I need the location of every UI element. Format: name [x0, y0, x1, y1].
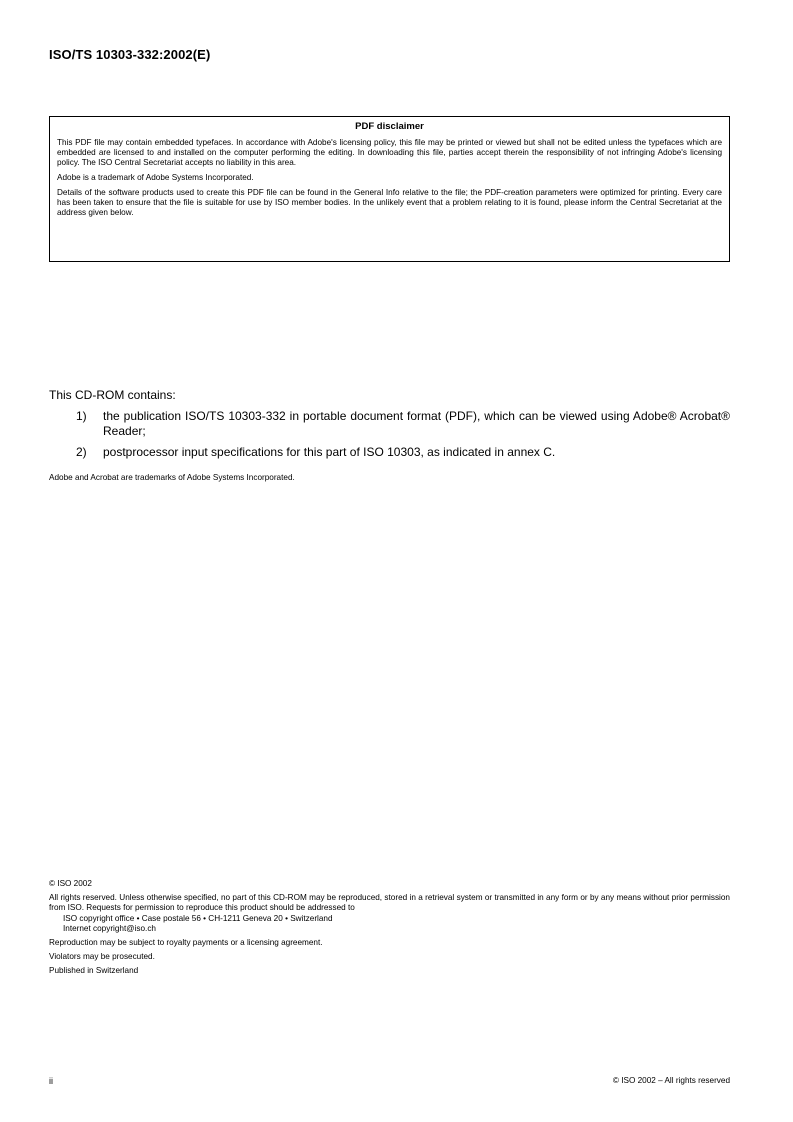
- royalty-note: Reproduction may be subject to royalty payments or a licensing agreement.: [49, 938, 323, 947]
- pdf-disclaimer-box: [49, 116, 730, 262]
- list-item: [49, 445, 730, 460]
- cd-rom-intro: This CD-ROM contains:: [49, 388, 176, 402]
- cd-rom-list: [49, 409, 730, 460]
- rights-statement: All rights reserved. Unless otherwise specified, no part of this CD-ROM may be reproduced, stored in a retrieval system or transmitted in any form or by any means without prior permission from ISO. Requests for permission to reproduce this product should be addressed to: [49, 893, 730, 912]
- copyright-office-address: ISO copyright office • Case postale 56 • CH-1211 Geneva 20 • Switzerland: [63, 914, 333, 923]
- copyright-internet: Internet copyright@iso.ch: [63, 924, 156, 933]
- list-item-number: 1): [76, 409, 87, 423]
- disclaimer-title: PDF disclaimer: [355, 121, 424, 132]
- disclaimer-paragraph: Details of the software products used to create this PDF file can be found in the General Info relative to the file; the PDF-creation parameters were optimized for printing. Every care has been taken to ensure that the file is suitable for use by ISO member bodies. In the unlikely event that a problem relating to it is found, please inform the Central Secretariat at the address given below.: [57, 188, 722, 217]
- trademark-note: Adobe and Acrobat are trademarks of Adobe Systems Incorporated.: [49, 473, 295, 482]
- disclaimer-paragraph: Adobe is a trademark of Adobe Systems Incorporated.: [57, 173, 254, 182]
- violators-note: Violators may be prosecuted.: [49, 952, 155, 961]
- cd-rom-contents: [49, 388, 730, 466]
- footer-copyright: © ISO 2002 – All rights reserved: [612, 1076, 730, 1085]
- page-number: ii: [49, 1076, 53, 1086]
- document-id-header: ISO/TS 10303-332:2002(E): [49, 47, 211, 62]
- list-item-number: 2): [76, 445, 87, 459]
- disclaimer-paragraph: This PDF file may contain embedded typefaces. In accordance with Adobe's licensing policy, this file may be printed or viewed but shall not be edited unless the typefaces which are embedded are licensed to and installed on the computer performing the editing. In downloading this file, parties accept therein the responsibility of not infringing Adobe's licensing policy. The ISO Central Secretariat accepts no liability in this area.: [57, 138, 722, 167]
- copyright-line: © ISO 2002: [49, 879, 92, 888]
- list-item-text: the publication ISO/TS 10303-332 in portable document format (PDF), which can be viewed using Adobe® Acrobat® Reader;: [103, 409, 730, 438]
- published-note: Published in Switzerland: [49, 966, 139, 975]
- list-item-text: postprocessor input specifications for this part of ISO 10303, as indicated in annex C.: [103, 445, 556, 459]
- list-item: [49, 409, 730, 439]
- copyright-block: [49, 879, 730, 980]
